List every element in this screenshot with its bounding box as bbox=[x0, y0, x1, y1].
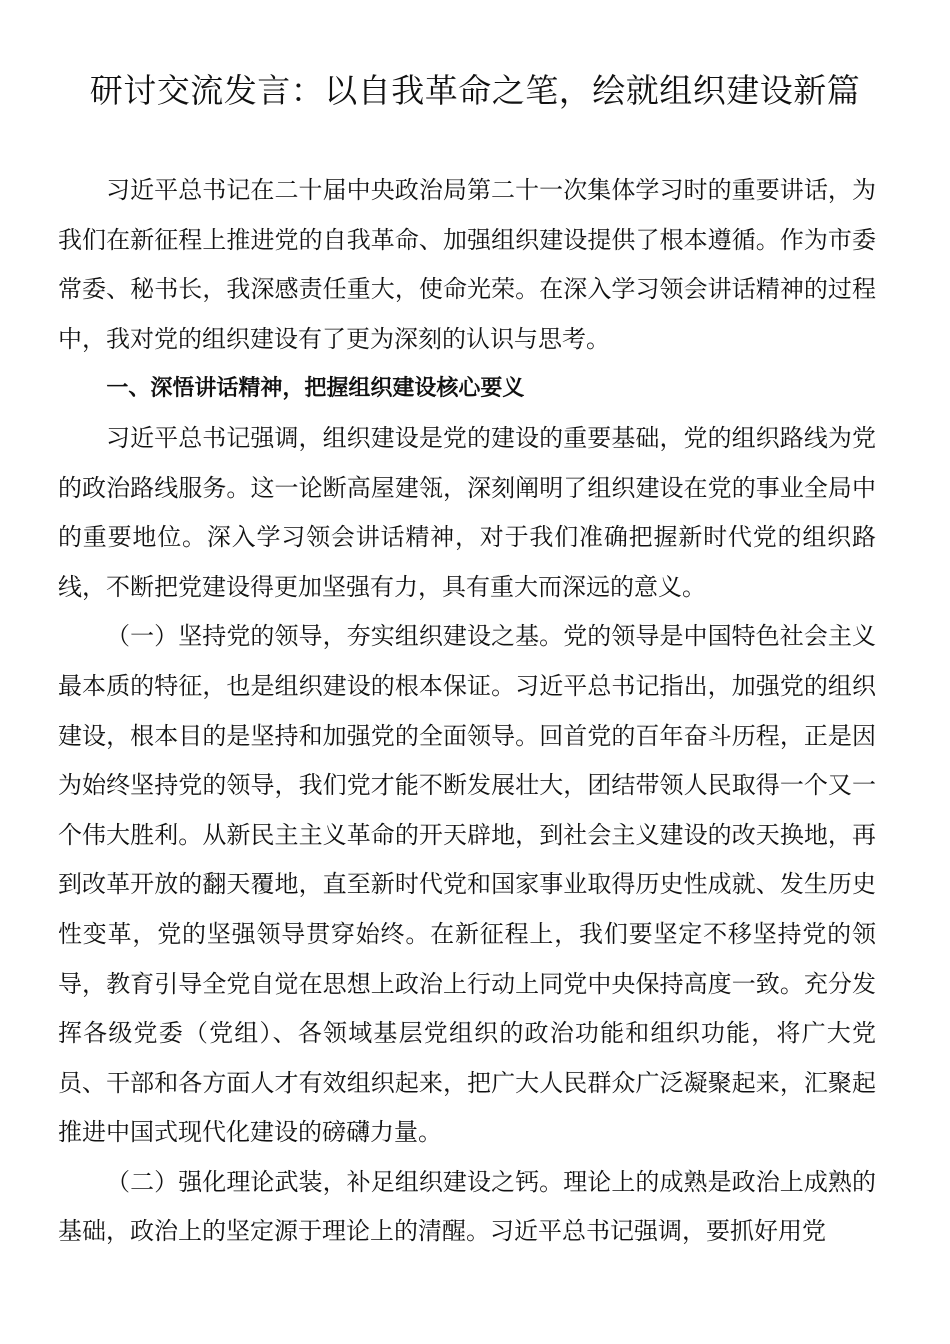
subsection-1-paragraph: （一）坚持党的领导，夯实组织建设之基。党的领导是中国特色社会主义最本质的特征，也是组织建设的根本保证。习近平总书记指出，加强党的组织建设，根本目的是坚持和加强党的全面领导。回首党的百年奋斗历程，正是因为始终坚持党的领导，我们党才能不断发展壮大，团结带领人民取得一个又一个伟大胜利。从新民主主义革命的开天辟地，到社会主义建设的改天换地，再到改革开放的翻天覆地，直至新时代党和国家事业取得历史性成就、发生历史性变革，党的坚强领导贯穿始终。在新征程上，我们要坚定不移坚持党的领导，教育引导全党自觉在思想上政治上行动上同党中央保持高度一致。充分发挥各级党委（党组）、各领域基层党组织的政治功能和组织功能，将广大党员、干部和各方面人才有效组织起来，把广大人民群众广泛凝聚起来，汇聚起推进中国式现代化建设的磅礴力量。 bbox=[58, 622, 876, 1147]
section-heading-1: 一、深悟讲话精神，把握组织建设核心要义 bbox=[106, 376, 525, 402]
subsection-2-paragraph: （二）强化理论武装，补足组织建设之钙。理论上的成熟是政治上成熟的基础，政治上的坚定源于理论上的清醒。习近平总书记强调，要抓好用党 bbox=[58, 1167, 876, 1246]
section-1-intro-paragraph: 习近平总书记强调，组织建设是党的建设的重要基础，党的组织路线为党的政治路线服务。这一论断高屋建瓴，深刻阐明了组织建设在党的事业全局中的重要地位。深入学习领会讲话精神，对于我们准确把握新时代党的组织路线，不断把党建设得更加坚强有力，具有重大而深远的意义。 bbox=[58, 423, 876, 601]
document-body bbox=[58, 166, 876, 1257]
document-title: 研讨交流发言：以自我革命之笔，绘就组织建设新篇 bbox=[89, 71, 861, 110]
intro-paragraph: 习近平总书记在二十届中央政治局第二十一次集体学习时的重要讲话，为我们在新征程上推进党的自我革命、加强组织建设提供了根本遵循。作为市委常委、秘书长，我深感责任重大，使命光荣。在深入学习领会讲话精神的过程中，我对党的组织建设有了更为深刻的认识与思考。 bbox=[58, 176, 876, 353]
